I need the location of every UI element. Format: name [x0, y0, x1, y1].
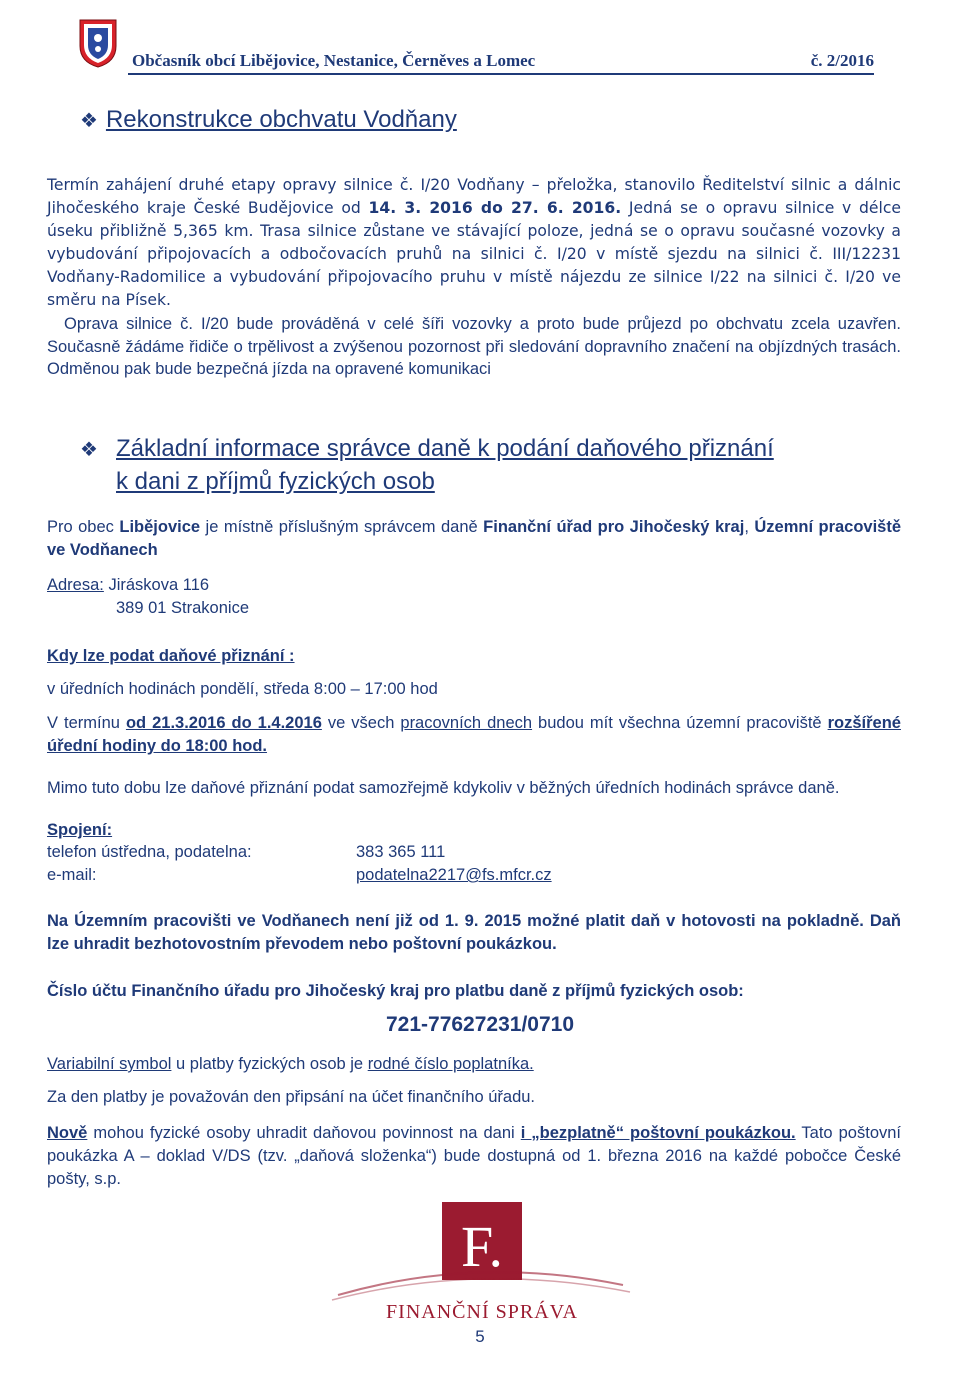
page-number: 5	[475, 1327, 485, 1346]
date-range: od 21.3.2016 do 1.4.2016	[125, 714, 322, 732]
header-divider	[128, 73, 874, 75]
contact-label: Spojení:	[47, 821, 113, 839]
account-label: Číslo účtu Finančního úřadu pro Jihočeský kraj pro platbu daně z příjmů fyzických osob:	[47, 982, 744, 1000]
text: Pro obec	[47, 518, 120, 536]
logo-text: FINANČNÍ SPRÁVA	[386, 1301, 578, 1323]
text: rodné číslo poplatníka.	[367, 1055, 534, 1073]
text: mohou fyzické osoby uhradit daňovou povinnost na dani	[87, 1124, 521, 1142]
municipality-name: Libějovice	[119, 518, 201, 536]
paragraph-text: Jedná se o opravu silnice v délce úseku přibližně 5,365 km. Trasa silnice zůstane ve stávající poloze, jedná se o opravu současné vozovky a vybudování připojovacích a odbočovacích pruhů na silnici č. I/20 v místě sjezdu na silnici č. III/12231 Vodňany-Radomilice a vybudování připojovacího pruhu v místě nájezdu ze silnice I/22 na silnici č. I/20 ve směru na Písek.	[47, 199, 901, 309]
issue-number: č. 2/2016	[810, 51, 874, 70]
text: ,	[744, 518, 755, 536]
reconstruction-paragraph	[47, 174, 901, 312]
diamond-bullet-icon: ❖	[80, 439, 98, 461]
address-line1: Jiráskova 116	[108, 576, 210, 594]
newsletter-title: Občasník obcí Libějovice, Nestanice, Černěves a Lomec	[132, 51, 536, 70]
address-block	[47, 574, 209, 597]
extended-hours	[47, 712, 901, 758]
account-number: 721-77627231/0710	[385, 1013, 574, 1036]
extended-hours-note: rozšířené úřední hodiny do 18:00 hod.	[47, 714, 901, 755]
paragraph-text: Oprava silnice č. I/20 bude prováděná v celé šíři vozovky a proto bude průjezd po obchvatu zcela uzavřen. Současně žádáme řidiče o trpělivost a zvýšenou pozornost při sledování dopravního značení na objízdných trasách. Odměnou pak bude bezpečná jízda na opravené komunikaci	[47, 315, 901, 378]
branch-name: Územní pracoviště ve Vodňanech	[47, 518, 902, 559]
page-header	[78, 14, 874, 76]
text: je místně příslušným správcem daně	[200, 518, 484, 536]
phone-label: telefon ústředna, podatelna:	[47, 843, 252, 861]
postal-order-note	[47, 1122, 901, 1191]
reconstruction-paragraph-2	[47, 313, 901, 381]
office-hours: v úředních hodinách pondělí, středa 8:00 – 17:00 hod	[47, 680, 438, 698]
address-label: Adresa:	[47, 576, 104, 594]
municipal-crest-icon	[78, 18, 118, 68]
text: u platby fyzických osob je	[171, 1055, 368, 1073]
text: budou mít všechna územní pracoviště	[532, 714, 828, 732]
text: pracovních dnech	[400, 714, 533, 732]
section-title: Rekonstrukce obchvatu Vodňany	[105, 106, 457, 133]
text: Nově	[47, 1124, 88, 1142]
cash-payment-note: Na Územním pracovišti ve Vodňanech není již od 1. 9. 2015 možné platit daň v hotovosti na pokladně. Daň lze uhradit bezhotovostním převodem nebo poštovní poukázkou.	[47, 912, 901, 953]
diamond-bullet-icon: ❖	[80, 109, 98, 132]
email-link[interactable]: podatelna2217@fs.mfcr.cz	[356, 866, 552, 884]
logo-graphic	[318, 1200, 643, 1325]
tax-office-name: Finanční úřad pro Jihočeský kraj	[483, 518, 745, 536]
variable-symbol-note	[47, 1053, 534, 1076]
section-title-line2: k dani z příjmů fyzických osob	[116, 468, 435, 495]
text: V termínu	[47, 714, 126, 732]
text: ve všech	[321, 714, 401, 732]
anytime-note: Mimo tuto dobu lze daňové přiznání podat samozřejmě kdykoliv v běžných úředních hodinách správce daně.	[47, 779, 840, 797]
when-label: Kdy lze podat daňové přiznání :	[47, 647, 295, 665]
section-heading-reconstruction	[80, 106, 457, 134]
financni-sprava-logo	[318, 1200, 643, 1325]
email-label: e-mail:	[47, 866, 97, 884]
text: Tato poštovní poukázka A – doklad V/DS (tzv. „daňová složenka“) bude dostupná od 1. března 2016 na každé pobočce České pošty, s.p.	[47, 1124, 902, 1188]
text: i „bezplatně“ poštovní poukázkou.	[520, 1124, 796, 1142]
section-heading-tax-info	[80, 432, 774, 498]
section-title-line1: Základní informace správce daně k podání daňového přiznání	[116, 435, 774, 462]
text: Variabilní symbol	[47, 1055, 172, 1073]
paragraph-text: Termín zahájení druhé etapy opravy silnice č. I/20 Vodňany – přeložka, stanovilo Ředitelství silnic a dálnic Jihočeského kraje České Budějovice od	[47, 176, 901, 217]
logo-letter: F.	[460, 1214, 504, 1279]
phone-value: 383 365 111	[356, 843, 446, 861]
date-range: 14. 3. 2016 do 27. 6. 2016.	[368, 199, 622, 217]
payment-day-note: Za den platby je považován den připsání na účet finančního úřadu.	[47, 1088, 536, 1106]
tax-office-intro	[47, 516, 901, 562]
address-line2: 389 01 Strakonice	[116, 599, 250, 617]
